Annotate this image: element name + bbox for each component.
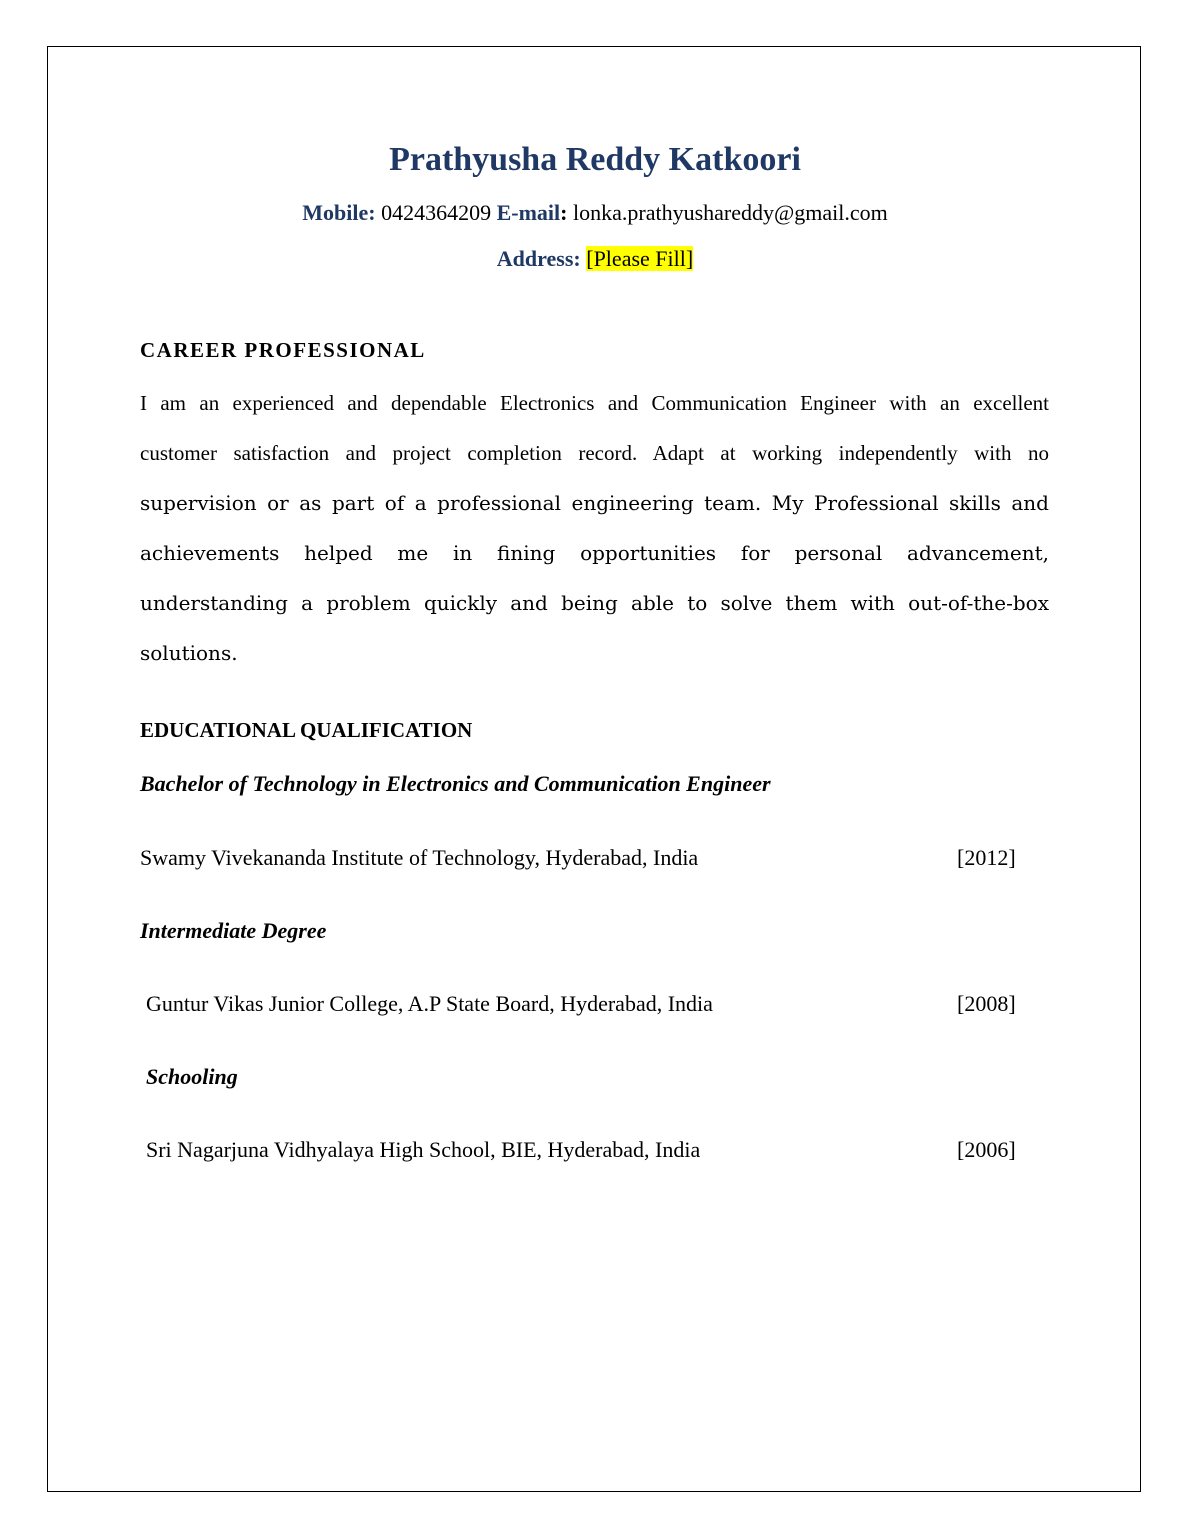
email-label: E-mail: [496, 200, 561, 225]
email-value: lonka.prathyushareddy@gmail.com: [572, 200, 888, 225]
education-heading: EDUCATIONAL QUALIFICATION: [140, 718, 473, 742]
contact-line: [0, 199, 1190, 227]
degree-title: Bachelor of Technology in Electronics and Communication Engineer: [140, 771, 771, 796]
summary-line: I am an experienced and dependable Electronics and Communication Engineer with an excellent: [140, 391, 1049, 415]
address-value: [Please Fill]: [586, 246, 694, 271]
summary-line: understanding a problem quickly and being able to solve them with out-of-the-box: [140, 591, 1049, 615]
career-summary: [140, 384, 1049, 684]
summary-line: achievements helped me in fining opportunities for personal advancement,: [140, 541, 1049, 565]
mobile-label: Mobile:: [302, 200, 376, 225]
degree-title: Schooling: [146, 1064, 238, 1089]
institution-name: Guntur Vikas Junior College, A.P State Board, Hyderabad, India: [146, 991, 713, 1016]
graduation-year: [2008]: [957, 991, 1016, 1016]
address-line: [0, 245, 1190, 273]
candidate-name: Prathyusha Reddy Katkoori: [389, 141, 801, 178]
graduation-year: [2006]: [957, 1137, 1016, 1162]
degree-title: Intermediate Degree: [140, 918, 327, 943]
graduation-year: [2012]: [957, 845, 1016, 870]
institution-name: Sri Nagarjuna Vidhyalaya High School, BIE, Hyderabad, India: [146, 1137, 701, 1162]
mobile-value: 0424364209: [381, 200, 492, 225]
institution-name: Swamy Vivekananda Institute of Technology, Hyderabad, India: [140, 845, 699, 870]
career-heading: CAREER PROFESSIONAL: [140, 338, 426, 362]
address-label: Address:: [496, 246, 581, 271]
summary-line: supervision or as part of a professional engineering team. My Professional skills and: [140, 491, 1049, 515]
email-colon: :: [560, 200, 568, 225]
summary-line: solutions.: [140, 641, 238, 665]
summary-line: customer satisfaction and project completion record. Adapt at working independently with no: [140, 441, 1049, 465]
